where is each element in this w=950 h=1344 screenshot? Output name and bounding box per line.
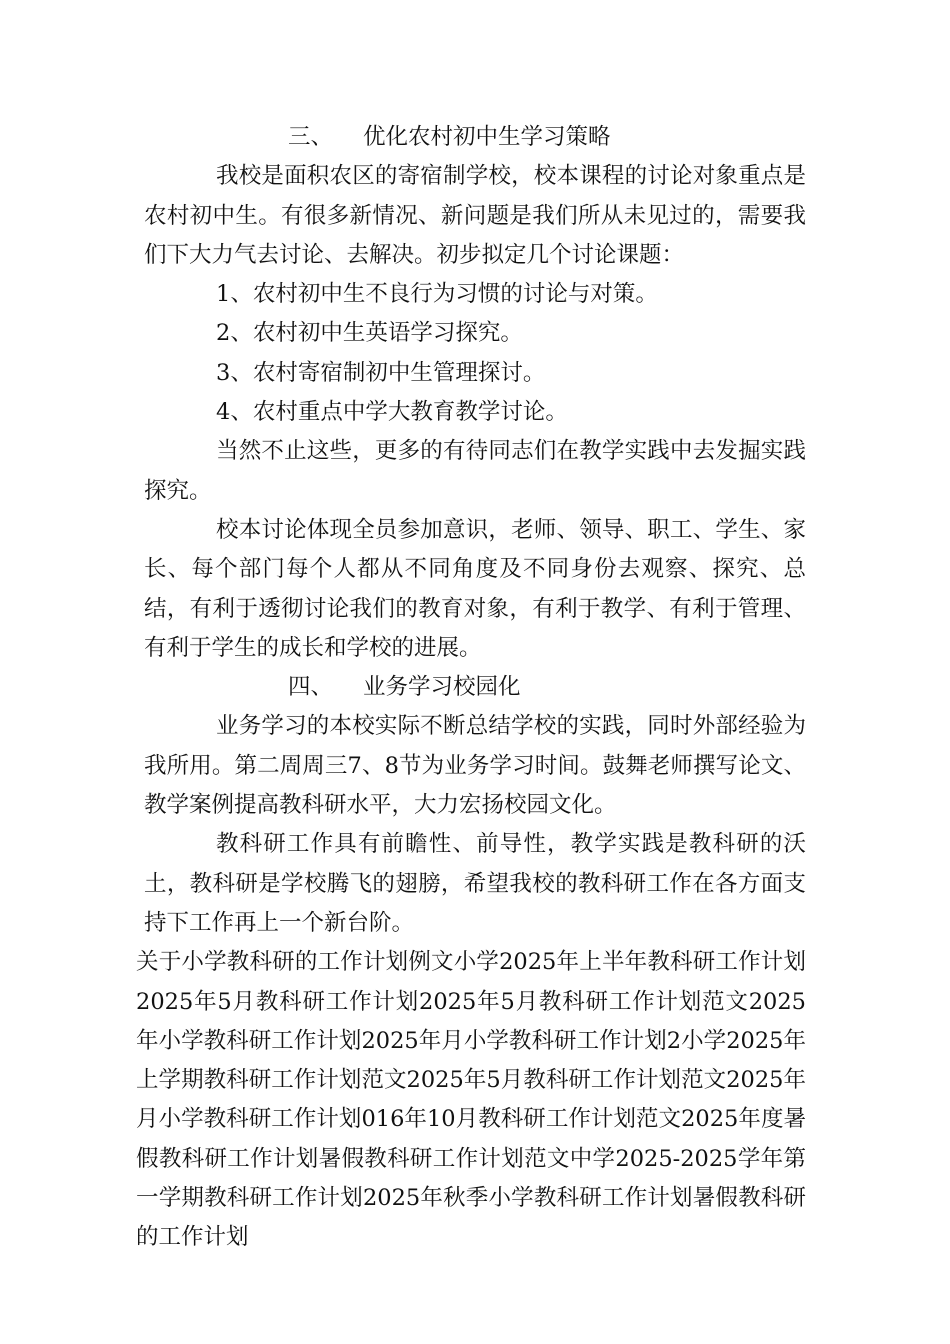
section-heading-4 bbox=[144, 668, 806, 707]
paragraph: 教科研工作具有前瞻性、前导性，教学实践是教科研的沃土，教科研是学校腾飞的翅膀，希望我校的教科研工作在各方面支持下工作再上一个新台阶。 bbox=[144, 831, 806, 936]
topic-item-4: 4、农村重点中学大教育教学讨论。 bbox=[216, 399, 568, 426]
section-number: 四、 bbox=[288, 674, 334, 701]
topic-item-3: 3、农村寄宿制初中生管理探讨。 bbox=[216, 359, 546, 386]
section-heading-3 bbox=[144, 118, 806, 157]
topic-item-1: 1、农村初中生不良行为习惯的讨论与对策。 bbox=[216, 281, 658, 308]
paragraph: 我校是面积农区的寄宿制学校，校本课程的讨论对象重点是农村初中生。有很多新情况、新问题是我们所从未见过的，需要我们下大力气去讨论、去解决。初步拟定几个讨论课题： bbox=[144, 163, 806, 268]
topic-item-2: 2、农村初中生英语学习探究。 bbox=[216, 320, 523, 347]
document-body bbox=[136, 118, 806, 1258]
section-number: 三、 bbox=[288, 124, 334, 150]
paragraph: 业务学习的本校实际不断总结学校的实践，同时外部经验为我所用。第二周周三7、8节为业务学习时间。鼓舞老师撰写论文、教学案例提高教科研水平，大力宏扬校园文化。 bbox=[144, 713, 806, 819]
section-title: 业务学习校园化 bbox=[363, 674, 521, 701]
section-title: 优化农村初中生学习策略 bbox=[363, 124, 611, 150]
paragraph: 校本讨论体现全员参加意识，老师、领导、职工、学生、家长、每个部门每个人都从不同角度及不同身份去观察、探究、总结，有利于透彻讨论我们的教育对象，有利于教学、有利于管理、有利于学生的成长和学校的进展。 bbox=[144, 516, 806, 661]
paragraph: 当然不止这些，更多的有待同志们在教学实践中去发掘实践探究。 bbox=[144, 438, 806, 504]
related-articles-text: 关于小学教科研的工作计划例文小学2025年上半年教科研工作计划2025年5月教科研工作计划2025年5月教科研工作计划范文2025年小学教科研工作计划2025年月小学教科研工作计划2小学2025年上学期教科研工作计划范文2025年5月教科研工作计划范文2025年月小学教科研工作计划016年10月教科研工作计划范文2025年度暑假教科研工作计划暑假教科研工作计划范文中学2025-2025学年第一学期教科研工作计划2025年秋季小学教科研工作计划暑假教科研的工作计划 bbox=[136, 949, 806, 1251]
